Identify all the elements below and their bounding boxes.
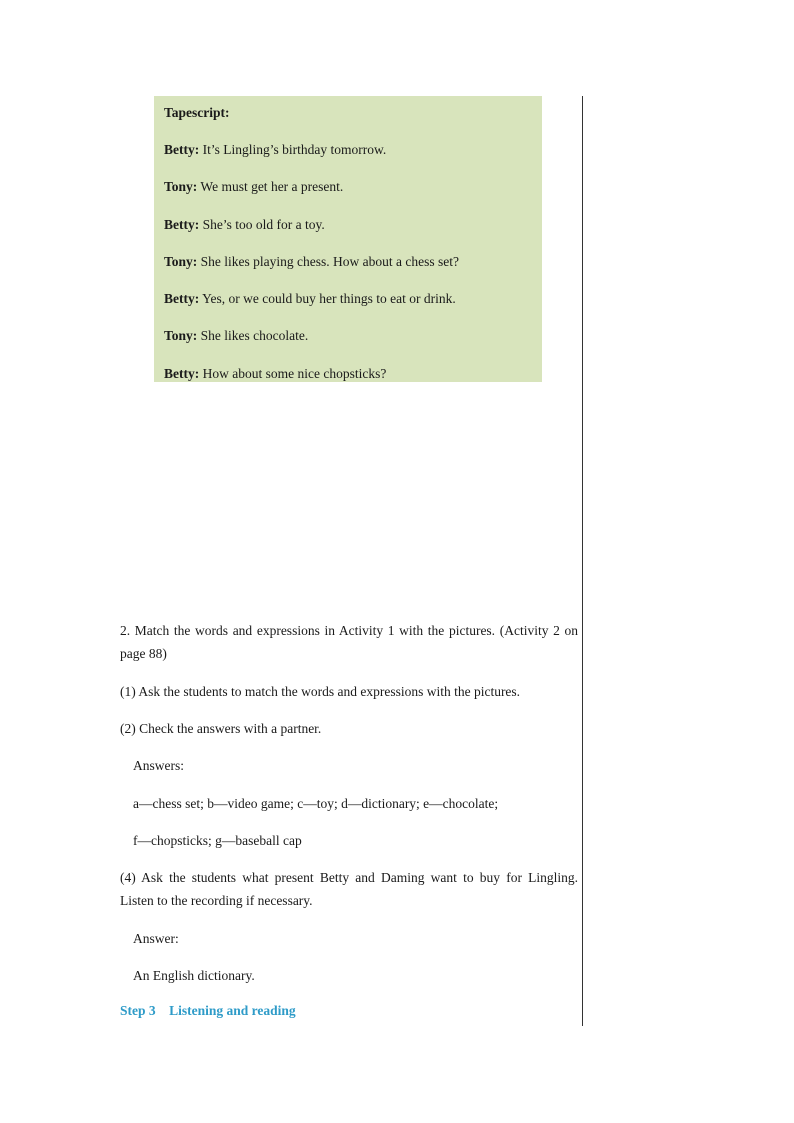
- tapescript-heading: Tapescript:: [164, 105, 230, 120]
- step-item-4: (4) Ask the students what present Betty and Daming want to buy for Lingling. Listen to the recording if necessary.: [120, 870, 578, 908]
- tapescript-line: Betty: How about some nice chopsticks?: [164, 366, 387, 381]
- activity2-instruction: 2. Match the words and expressions in Activity 1 with the pictures. (Activity 2 on page 88): [120, 623, 578, 661]
- step-heading: Step 3 Listening and reading: [120, 1003, 296, 1018]
- tapescript-line: Betty: She’s too old for a toy.: [164, 217, 325, 232]
- tapescript-line: Tony: She likes chocolate.: [164, 328, 309, 343]
- step-item-1: (1) Ask the students to match the words and expressions with the pictures.: [120, 684, 521, 699]
- margin-rule: [582, 96, 583, 1026]
- step-item-2: (2) Check the answers with a partner.: [120, 721, 322, 736]
- tapescript-line: Betty: It’s Lingling’s birthday tomorrow.: [164, 142, 387, 157]
- tapescript-box: [154, 96, 542, 382]
- answer-text: An English dictionary.: [133, 968, 255, 983]
- tapescript-line: Betty: Yes, or we could buy her things to eat or drink.: [164, 291, 456, 306]
- answers-label: Answers:: [133, 758, 184, 773]
- tapescript-line: Tony: We must get her a present.: [164, 179, 344, 194]
- tapescript-line: Tony: She likes playing chess. How about a chess set?: [164, 254, 459, 269]
- answers-line: f—chopsticks; g—baseball cap: [133, 833, 302, 848]
- answers-line: a—chess set; b—video game; c—toy; d—dictionary; e—chocolate;: [133, 796, 499, 811]
- answer-label: Answer:: [133, 931, 179, 946]
